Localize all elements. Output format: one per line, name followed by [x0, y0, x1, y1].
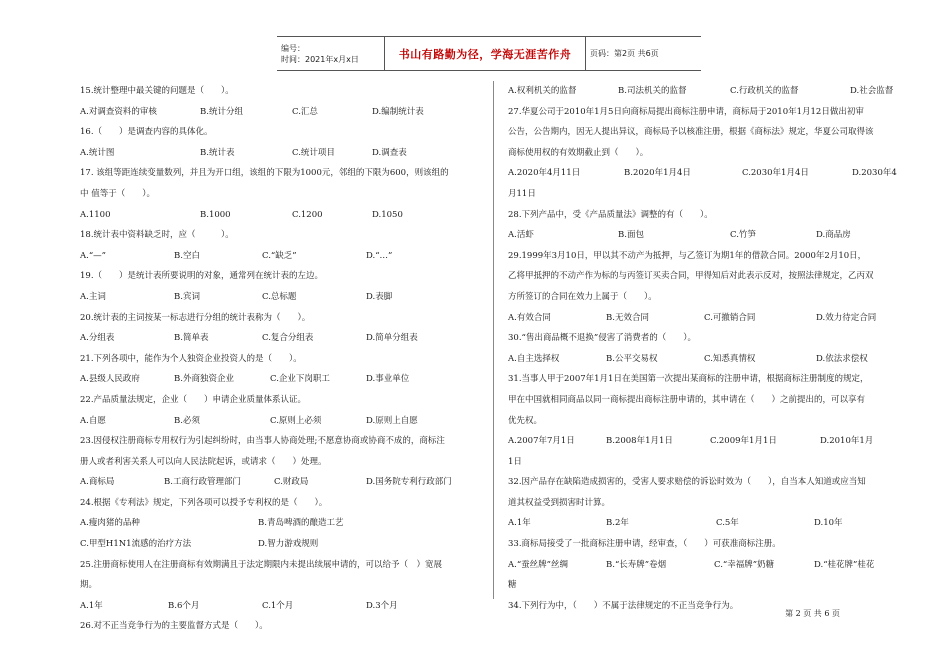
- question-15-options: [80, 102, 480, 123]
- option: D.3个月: [366, 600, 398, 611]
- question-24-options-row1: [80, 513, 480, 534]
- question-27-line4: 月11日: [508, 188, 536, 199]
- question-31-options: [508, 431, 900, 452]
- option: D.“桂花牌”桂花: [814, 559, 875, 570]
- option: A.有效合同: [508, 312, 551, 323]
- question-28: 28.下列产品中，受《产品质量法》调整的有（ ）。: [508, 209, 713, 220]
- page-label: 页码：第2页 共6页: [590, 49, 659, 58]
- page-footer: 第 2 页 共 6 页: [785, 609, 840, 618]
- question-28-options: [508, 225, 900, 246]
- question-29-line2: 乙将甲抵押的不动产作为标的与丙签订买卖合同，甲得知后对此表示反对，按照法律规定，乙丙双: [508, 271, 874, 282]
- option: B.6个月: [168, 600, 200, 611]
- option: D.调查表: [372, 147, 407, 158]
- question-15: 15.统计整理中最关键的问题是（ ）。: [80, 86, 234, 96]
- question-22-options: [80, 411, 480, 432]
- option: A.1100: [80, 209, 111, 220]
- option: D.编制统计表: [372, 106, 424, 117]
- option: C.财政局: [274, 477, 309, 488]
- option: D.简单分组表: [366, 333, 418, 344]
- question-32-line1: 32.因产品存在缺陷造成损害的，受害人要求赔偿的诉讼时效为（ ），自当本人知道或应当知: [508, 477, 866, 488]
- option: C.2030年1月4日: [742, 168, 809, 179]
- option: C.原则上必须: [270, 415, 322, 426]
- option: A.对调查资料的审核: [80, 106, 157, 117]
- option: B.宾词: [174, 291, 200, 302]
- time-label: 时间：2021年x月x日: [281, 54, 359, 64]
- question-32-line2: 道其权益受到损害时计算。: [508, 497, 611, 508]
- header-meta: [277, 37, 385, 70]
- option: B.公平交易权: [606, 353, 658, 364]
- header-page-cell: [586, 37, 701, 70]
- option: A.1年: [508, 518, 531, 529]
- option: B.2008年1月1日: [606, 436, 673, 447]
- question-23-line2: 册人或者利害关系人可以向人民法院起诉，或请求（ ）处理。: [80, 456, 327, 467]
- option: B.青岛啤酒的酿造工艺: [258, 518, 344, 529]
- left-column: [80, 81, 480, 637]
- question-27-line1: 27.华夏公司于2010年1月5日向商标局提出商标注册申请，商标局于2010年1月12日做出初审: [508, 106, 864, 117]
- option: A.2007年7月1日: [508, 436, 575, 447]
- option: B.“长寿牌”卷烟: [606, 559, 667, 570]
- option: D.国务院专利行政部门: [366, 477, 452, 488]
- option: A.活虾: [508, 230, 534, 241]
- question-17-line2: 中 值等于（ ）。: [80, 188, 155, 199]
- option: A.自主选择权: [508, 353, 560, 364]
- option: B.工商行政管理部门: [164, 477, 241, 488]
- option: C.统计项目: [292, 147, 335, 158]
- option: C.竹笋: [730, 230, 756, 241]
- question-29-options: [508, 308, 900, 329]
- option: C.复合分组表: [262, 333, 314, 344]
- option: D.效力待定合同: [816, 312, 877, 323]
- question-26-options: [508, 81, 900, 102]
- question-25-options: [80, 596, 480, 617]
- option: A.主词: [80, 291, 106, 302]
- option: B.2020年1月4日: [624, 168, 691, 179]
- option: B.无效合同: [606, 312, 649, 323]
- option: A.县级人民政府: [80, 374, 140, 385]
- option: B.统计表: [200, 147, 235, 158]
- question-16: 16.（ ）是调查内容的具体化。: [80, 127, 213, 138]
- question-27-options: [508, 163, 900, 184]
- question-24: 24.根据《专利法》规定，下列各项可以授予专利权的是（ ）。: [80, 497, 328, 508]
- option: B.面包: [618, 230, 644, 241]
- option: C.1个月: [262, 600, 294, 611]
- option: D.2010年1月: [820, 436, 874, 447]
- option: A.分组表: [80, 333, 115, 344]
- option: D.原则上自愿: [366, 415, 418, 426]
- question-34: 34.下列行为中，（ ）不属于法律规定的不正当竞争行为。: [508, 600, 739, 611]
- question-23-options: [80, 472, 480, 493]
- option: D.事业单位: [366, 374, 410, 385]
- option: D.商品房: [816, 230, 851, 241]
- option: D.社会监督: [850, 86, 894, 96]
- option: D.表脚: [366, 291, 393, 302]
- option: B.外商独资企业: [174, 374, 234, 385]
- question-21: 21.下列各项中，能作为个人独资企业投资人的是（ ）。: [80, 353, 302, 364]
- question-25-line2: 期。: [80, 580, 98, 591]
- header-motto-cell: [385, 37, 586, 70]
- option: A.自愿: [80, 415, 106, 426]
- option: B.统计分组: [200, 106, 243, 117]
- option: D.1050: [372, 209, 403, 220]
- option: A.“蚕丝牌”丝绸: [508, 559, 569, 570]
- option: B.1000: [200, 209, 231, 220]
- right-column: [508, 81, 900, 616]
- question-20-options: [80, 328, 480, 349]
- option: A.权利机关的监督: [508, 86, 577, 96]
- option: A.1年: [80, 600, 103, 611]
- question-21-options: [80, 369, 480, 390]
- question-27-line2: 公告，公告期内，因无人提出异议，商标局予以核准注册，根据《商标法》规定，华夏公司取得该: [508, 127, 874, 138]
- question-30: 30.“售出商品概不退换”侵害了消费者的（ ）。: [508, 333, 696, 344]
- question-32-options: [508, 513, 900, 534]
- option: D.2030年4: [852, 168, 897, 179]
- question-33-line2: 糖: [508, 580, 517, 591]
- option: C.总标题: [262, 291, 297, 302]
- option: C.甲型H1N1流感的治疗方法: [80, 539, 192, 550]
- question-22: 22.产品质量法规定，企业（ ）申请企业质量体系认证。: [80, 394, 307, 405]
- option: C.5年: [716, 518, 739, 529]
- question-30-options: [508, 349, 900, 370]
- option: A.商标局: [80, 477, 115, 488]
- motto: 书山有路勤为径，学海无涯苦作舟: [398, 47, 572, 61]
- option: C.1200: [292, 209, 323, 220]
- question-33-options: [508, 555, 900, 576]
- option: B.2年: [606, 518, 629, 529]
- option: D.智力游戏规则: [258, 539, 319, 550]
- option: D.10年: [814, 518, 843, 529]
- question-19-options: [80, 287, 480, 308]
- page-header: [277, 36, 701, 71]
- question-31-line1: 31.当事人甲于2007年1月1日在美国第一次提出某商标的注册申请，根据商标注册制度的规定，: [508, 374, 869, 385]
- column-divider: [493, 81, 494, 599]
- question-24-options-row2: [80, 534, 480, 555]
- question-29-line1: 29.1999年3月10日，甲以其不动产为抵押，与乙签订为期1年的借款合同。2000年2月10日，: [508, 250, 867, 261]
- option: B.必须: [174, 415, 200, 426]
- option: C.可撤销合同: [704, 312, 756, 323]
- question-16-options: [80, 143, 480, 164]
- option: A.“—”: [80, 250, 107, 261]
- option: C.知悉真情权: [704, 353, 756, 364]
- code-label: 编号：: [281, 43, 305, 53]
- question-29-line3: 方所签订的合同在效力上属于（ ）。: [508, 291, 657, 302]
- question-18-options: [80, 246, 480, 267]
- question-17-line1: 17. 该组等距连续变量数列，并且为开口组，该组的下限为1000元，邻组的下限为600，则该组的: [80, 168, 449, 179]
- question-20: 20.统计表的主词按某一标志进行分组的统计表称为（ ）。: [80, 312, 311, 323]
- option: B.司法机关的监督: [618, 86, 687, 96]
- option: B.空白: [174, 250, 200, 261]
- question-31-line3: 优先权。: [508, 415, 543, 426]
- option: A.2020年4月11日: [508, 168, 581, 179]
- option: A.统计图: [80, 147, 115, 158]
- question-23-line1: 23.因侵权注册商标专用权行为引起纠纷时，由当事人协商处理;不愿意协商或协商不成的，商标注: [80, 436, 445, 447]
- option: C.“幸福牌”奶糖: [714, 559, 775, 570]
- question-25-line1: 25.注册商标使用人在注册商标有效期满且于法定期限内未提出续展申请的，可以给予（ ）宽展: [80, 559, 443, 570]
- option: C.企业下岗职工: [270, 374, 330, 385]
- question-26: 26.对不正当竞争行为的主要监督方式是（ ）。: [80, 621, 268, 632]
- question-17-options: [80, 205, 480, 226]
- option: A.瘦肉猪的品种: [80, 518, 140, 529]
- option: D.“…”: [366, 250, 393, 261]
- option: C.行政机关的监督: [730, 86, 799, 96]
- option: D.依法求偿权: [816, 353, 868, 364]
- option: C.“缺乏”: [262, 250, 297, 261]
- question-18: 18.统计表中资料缺乏时，应（ ）。: [80, 230, 234, 241]
- question-27-line3: 商标使用权的有效期截止到（ ）。: [508, 147, 649, 158]
- option: C.2009年1月1日: [710, 436, 777, 447]
- option: B.简单表: [174, 333, 209, 344]
- option: C.汇总: [292, 106, 318, 117]
- question-31-line4: 1日: [508, 456, 522, 467]
- question-19: 19.（ ）是统计表所要说明的对象，通常列在统计表的左边。: [80, 271, 324, 282]
- question-31-line2: 甲在中国就相同商品以同一商标提出商标注册申请的，其申请在（ ）之前提出的，可以享有: [508, 394, 866, 405]
- question-33: 33.商标局接受了一批商标注册申请，经审查，（ ）可获准商标注册。: [508, 539, 781, 550]
